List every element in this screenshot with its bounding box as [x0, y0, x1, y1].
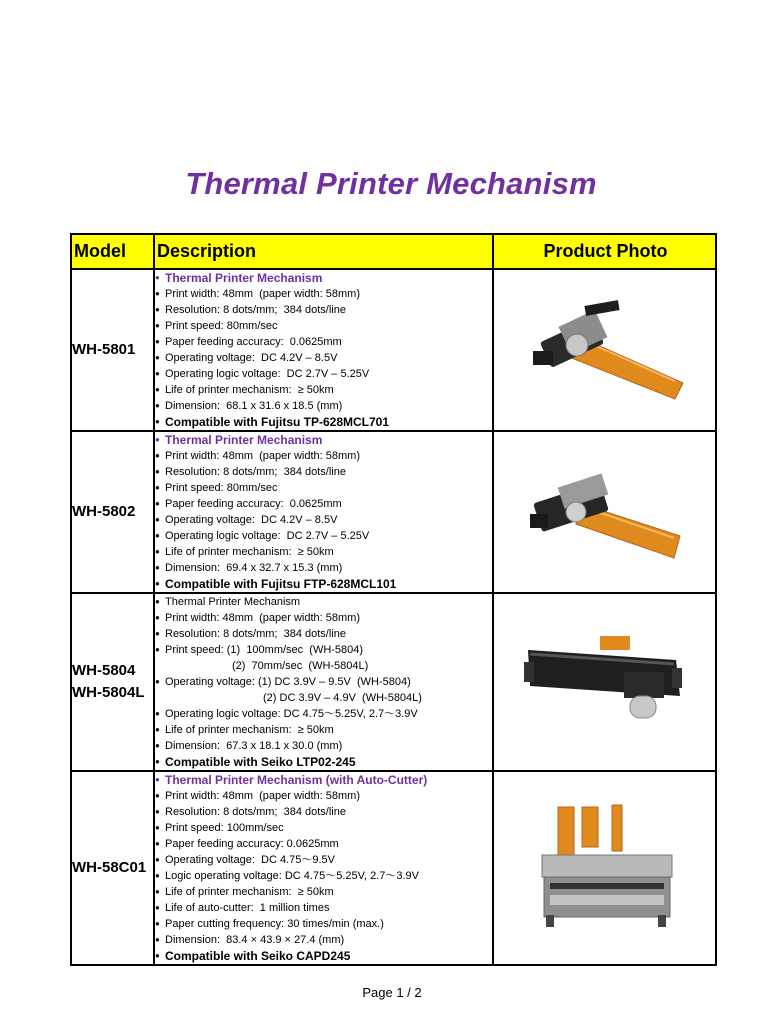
spec-line: ● Dimension: 69.4 x 32.7 x 15.3 (mm)	[155, 560, 492, 576]
description-cell	[154, 269, 493, 431]
model-name: WH-5804	[72, 662, 136, 679]
spec-line: ● Paper feeding accuracy: 0.0625mm	[155, 496, 492, 512]
spec-line: ● Operating voltage: (1) DC 3.9V – 9.5V (WH-5804)	[155, 674, 492, 690]
spec-line: ● Resolution: 8 dots/mm; 384 dots/line	[155, 804, 492, 820]
compatibility-line: ● Compatible with Fujitsu FTP-628MCL101	[155, 576, 492, 592]
compatibility-line: ● Compatible with Fujitsu TP-628MCL701	[155, 414, 492, 430]
page-title: Thermal Printer Mechanism	[185, 166, 597, 201]
spec-line: ● Dimension: 67.3 x 18.1 x 30.0 (mm)	[155, 738, 492, 754]
spec-line: ● Operating logic voltage: DC 2.7V – 5.25V	[155, 528, 492, 544]
spec-line: (2) 70mm/sec (WH-5804L)	[232, 660, 369, 672]
spec-line: ● Operating voltage: DC 4.2V – 8.5V	[155, 512, 492, 528]
spec-line: ● Thermal Printer Mechanism	[155, 270, 492, 286]
spec-line: ● Life of printer mechanism: ≥ 50km	[155, 544, 492, 560]
printer-mechanism-photo	[530, 803, 680, 933]
spec-line: ● Operating voltage: DC 4.75～9.5V	[155, 852, 492, 868]
spec-line: ● Thermal Printer Mechanism (with Auto-Cutter)	[155, 772, 492, 788]
product-photo-cell	[493, 771, 716, 965]
product-photo-cell	[493, 431, 716, 593]
table-row	[71, 431, 716, 593]
spec-line: ● Life of printer mechanism: ≥ 50km	[155, 722, 492, 738]
spec-line: ● Print width: 48mm (paper width: 58mm)	[155, 286, 492, 302]
table-row	[71, 269, 716, 431]
spec-line: ● Operating logic voltage: DC 2.7V – 5.25V	[155, 366, 492, 382]
spec-table	[70, 233, 717, 966]
page-number: Page 1 / 2	[362, 985, 422, 1000]
description-cell	[154, 431, 493, 593]
description-cell	[154, 593, 493, 771]
spec-line: ● Paper feeding accuracy: 0.0625mm	[155, 836, 492, 852]
spec-line: ● Paper cutting frequency: 30 times/min (max.)	[155, 916, 492, 932]
spec-line: ● Print width: 48mm (paper width: 58mm)	[155, 610, 492, 626]
spec-line: ● Logic operating voltage: DC 4.75～5.25V, 2.7～3.9V	[155, 868, 492, 884]
spec-line: ● Print width: 48mm (paper width: 58mm)	[155, 448, 492, 464]
spec-line: ● Life of auto-cutter: 1 million times	[155, 900, 492, 916]
model-cell: WH-5802	[71, 431, 154, 593]
header-description: Description	[154, 234, 493, 269]
model-cell: WH-58C01	[71, 771, 154, 965]
spec-line: (2) DC 3.9V – 4.9V (WH-5804L)	[263, 692, 422, 704]
spec-line: ● Thermal Printer Mechanism	[155, 594, 492, 610]
spec-line: ● Operating logic voltage: DC 4.75～5.25V, 2.7～3.9V	[155, 706, 492, 722]
model-name: WH-5804L	[72, 684, 145, 701]
model-cell: WH-5801	[71, 269, 154, 431]
table-header-row	[71, 234, 716, 269]
header-model: Model	[71, 234, 154, 269]
product-photo-cell	[493, 593, 716, 771]
header-product-photo: Product Photo	[493, 234, 716, 269]
spec-line: ● Print speed: (1) 100mm/sec (WH-5804)	[155, 642, 492, 658]
table-row	[71, 593, 716, 771]
spec-line: ● Resolution: 8 dots/mm; 384 dots/line	[155, 302, 492, 318]
spec-line: ● Operating voltage: DC 4.2V – 8.5V	[155, 350, 492, 366]
spec-line: ● Life of printer mechanism: ≥ 50km	[155, 884, 492, 900]
product-photo-cell	[493, 269, 716, 431]
spec-line: ● Life of printer mechanism: ≥ 50km	[155, 382, 492, 398]
compatibility-line: ● Compatible with Seiko CAPD245	[155, 948, 492, 964]
spec-line: ● Paper feeding accuracy: 0.0625mm	[155, 334, 492, 350]
printer-mechanism-photo	[520, 632, 690, 732]
compatibility-line: ● Compatible with Seiko LTP02-245	[155, 754, 492, 770]
spec-line: ● Dimension: 68.1 x 31.6 x 18.5 (mm)	[155, 398, 492, 414]
spec-line: ● Resolution: 8 dots/mm; 384 dots/line	[155, 464, 492, 480]
spec-line: ● Print speed: 100mm/sec	[155, 820, 492, 836]
model-cell	[71, 593, 154, 771]
description-cell	[154, 771, 493, 965]
spec-line: ● Print speed: 80mm/sec	[155, 480, 492, 496]
spec-line: ● Thermal Printer Mechanism	[155, 432, 492, 448]
table-row	[71, 771, 716, 965]
spec-line: ● Print width: 48mm (paper width: 58mm)	[155, 788, 492, 804]
spec-line: ● Dimension: 83.4 × 43.9 × 27.4 (mm)	[155, 932, 492, 948]
spec-line: ● Print speed: 80mm/sec	[155, 318, 492, 334]
printer-mechanism-photo	[520, 462, 690, 562]
printer-mechanism-photo	[515, 295, 695, 405]
spec-line: ● Resolution: 8 dots/mm; 384 dots/line	[155, 626, 492, 642]
